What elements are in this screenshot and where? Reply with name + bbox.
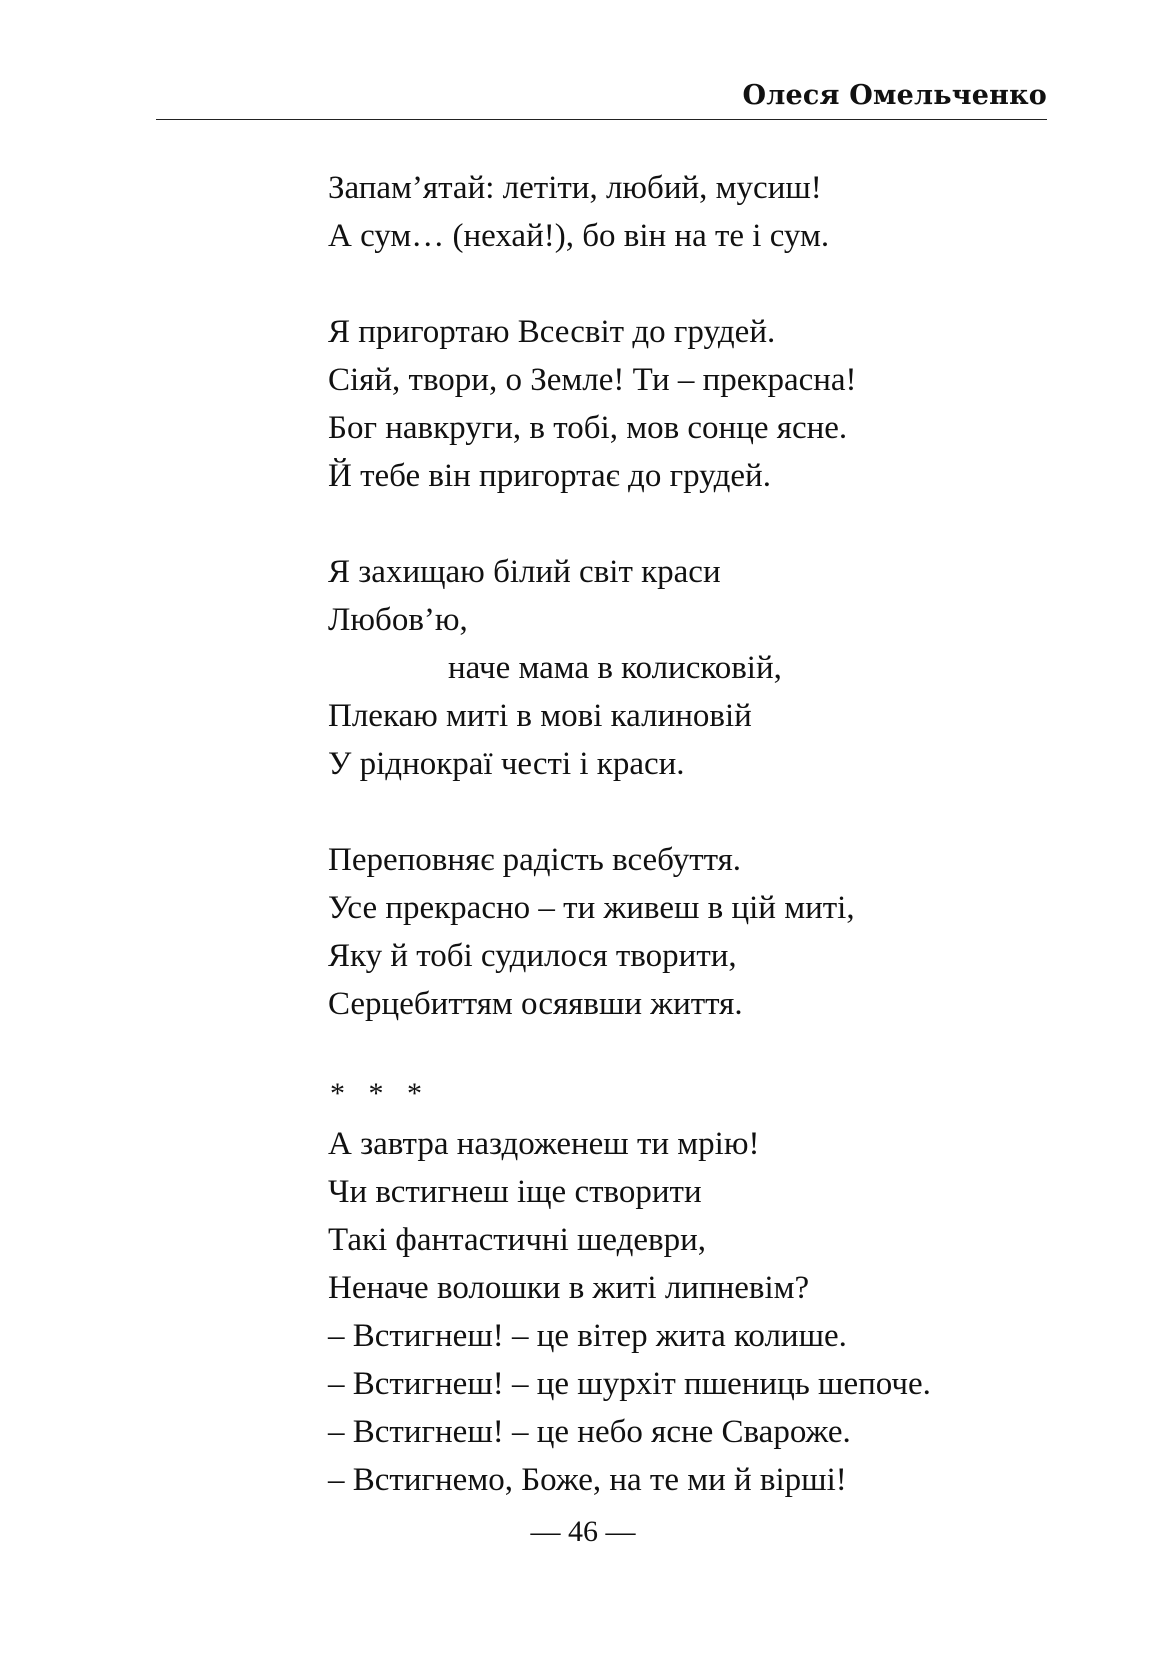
- verse-line: У ріднокраї честі і краси.: [328, 746, 685, 782]
- stanza-1: [328, 164, 1048, 260]
- stanza-2: [328, 308, 1048, 500]
- verse-line-indented: наче мама в колисковій,: [448, 650, 782, 686]
- stanza-gap: [328, 500, 1048, 548]
- verse-line: Чи встигнеш іще створити: [328, 1174, 702, 1210]
- verse-line: Серцебиттям осяявши життя.: [328, 986, 743, 1022]
- stanza-gap: [328, 1028, 1048, 1068]
- verse-line: Такі фантастичні шедеври,: [328, 1222, 707, 1258]
- verse-line: Плекаю миті в мові калиновій: [328, 698, 752, 734]
- verse-line: Й тебе він пригортає до грудей.: [328, 458, 771, 494]
- verse-line: Неначе волошки в житі липневім?: [328, 1270, 810, 1306]
- verse-line: Усе прекрасно – ти живеш в цій миті,: [328, 890, 855, 926]
- poem-body: [328, 164, 1048, 1504]
- section-separator: * * *: [330, 1077, 430, 1110]
- verse-line: – Встигнеш! – це вітер жита колише.: [328, 1318, 847, 1354]
- verse-line: Я пригортаю Всесвіт до грудей.: [328, 314, 776, 350]
- stanza-gap: [328, 260, 1048, 308]
- stanza-4: [328, 836, 1048, 1028]
- page-number: — 46 —: [530, 1515, 636, 1548]
- verse-line: – Встигнемо, Боже, на те ми й вірші!: [328, 1462, 847, 1498]
- verse-line: – Встигнеш! – це шурхіт пшениць шепоче.: [328, 1366, 931, 1402]
- verse-line: А сум… (нехай!), бо він на те і сум.: [328, 218, 830, 254]
- running-header-author: Олеся Омельченко: [742, 80, 1047, 111]
- verse-line: Бог навкруги, в тобі, мов сонце ясне.: [328, 410, 848, 446]
- verse-line: – Встигнеш! – це небо ясне Свароже.: [328, 1414, 851, 1450]
- header-rule: [156, 119, 1047, 120]
- second-poem: [328, 1120, 1048, 1504]
- verse-line: Запам’ятай: летіти, любий, мусиш!: [328, 170, 822, 206]
- verse-line: Любов’ю,: [328, 602, 468, 638]
- stanza-3: [328, 548, 1048, 788]
- verse-line: Яку й тобі судилося творити,: [328, 938, 737, 974]
- verse-line: Я захищаю білий світ краси: [328, 554, 721, 590]
- stanza-gap: [328, 788, 1048, 836]
- verse-line: Переповняє радість всебуття.: [328, 842, 742, 878]
- verse-line: А завтра наздоженеш ти мрію!: [328, 1126, 760, 1162]
- verse-line: Сіяй, твори, о Земле! Ти – прекрасна!: [328, 362, 857, 398]
